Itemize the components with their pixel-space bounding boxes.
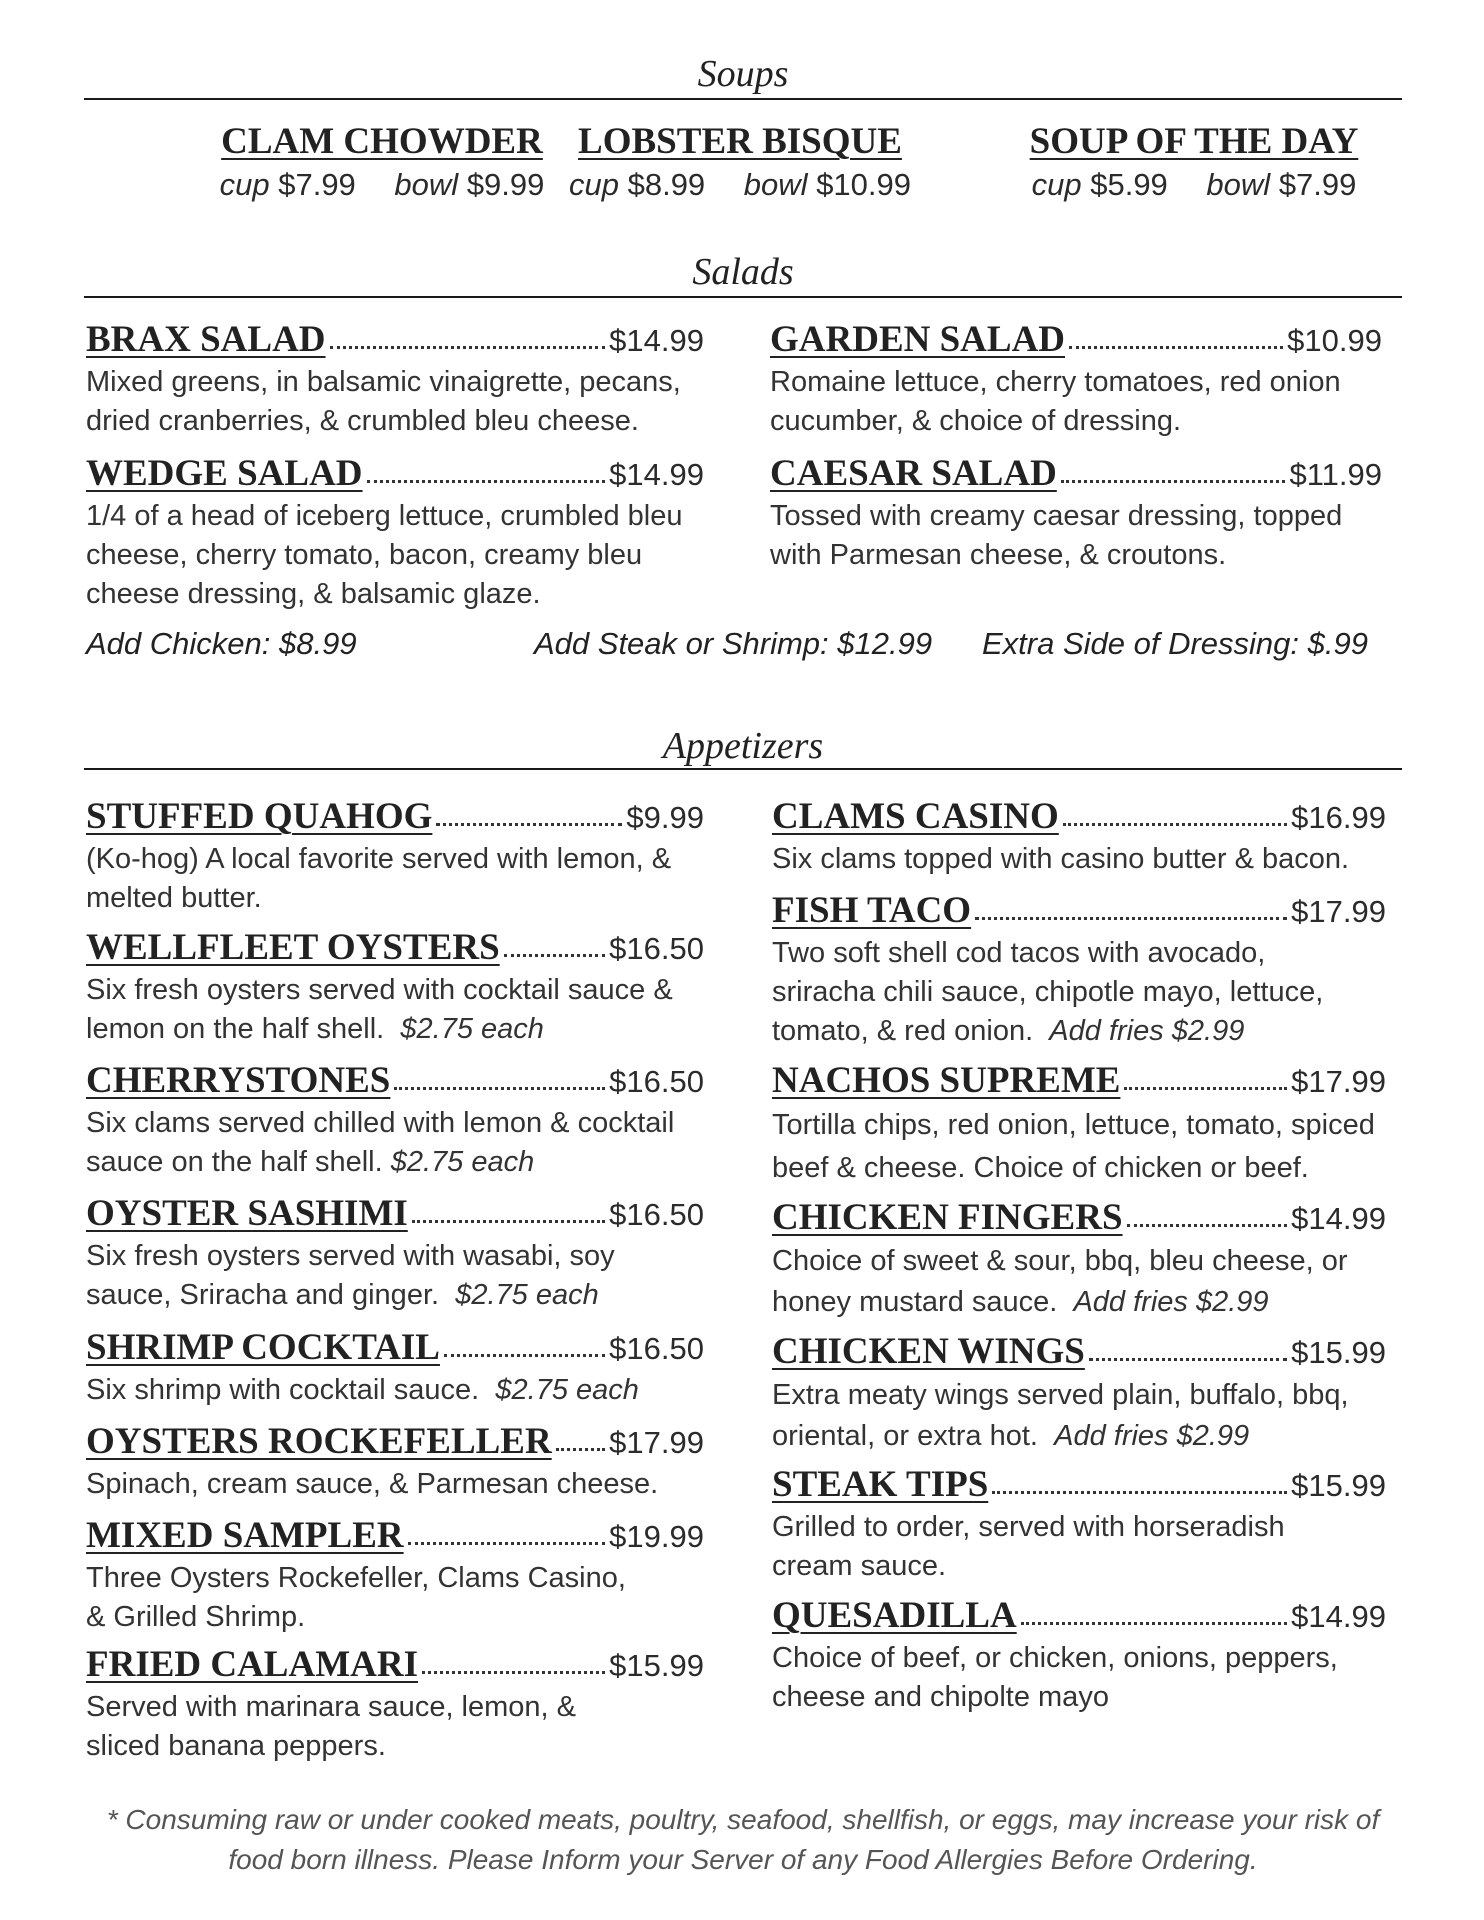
salad-item (86, 318, 704, 441)
bowl-price: $9.99 (466, 167, 545, 202)
item-price: $17.99 (609, 1425, 704, 1460)
item-name: OYSTER SASHIMI (86, 1193, 408, 1234)
item-extra: $2.75 each (495, 1374, 639, 1406)
item-description: Romaine lettuce, cherry tomatoes, red onion cucumber, & choice of dressing. (770, 366, 1341, 437)
desc-text: Extra meaty wings served plain, buffalo, bbq, oriental, or extra hot. (772, 1379, 1349, 1452)
leader-dots (330, 340, 606, 349)
bowl-label: bowl (394, 167, 459, 202)
soup-name: LOBSTER BISQUE (578, 121, 902, 162)
item-price: $17.99 (1291, 894, 1386, 929)
leader-dots (1021, 1616, 1287, 1625)
item-price: $17.99 (1291, 1064, 1386, 1099)
item-price: $16.50 (609, 1064, 704, 1099)
item-name: OYSTERS ROCKEFELLER (86, 1421, 552, 1462)
item-price: $15.99 (609, 1648, 704, 1683)
item-price: $9.99 (626, 800, 704, 835)
desc-text: Six clams served chilled with lemon & cocktail sauce on the half shell. (86, 1107, 675, 1178)
section-divider (84, 98, 1402, 100)
appetizer-item (772, 1463, 1386, 1586)
salad-item (770, 318, 1382, 441)
item-price: $14.99 (1291, 1201, 1386, 1236)
leader-dots (556, 1442, 605, 1451)
desc-text: Six fresh oysters served with cocktail sauce & lemon on the half shell. (86, 974, 673, 1045)
item-name: QUESADILLA (772, 1595, 1017, 1636)
item-name: WEDGE SALAD (86, 453, 363, 494)
appetizer-item (86, 795, 704, 918)
leader-dots (422, 1665, 605, 1674)
item-name: CHICKEN FINGERS (772, 1197, 1123, 1238)
appetizer-item (772, 1196, 1386, 1323)
item-description: Choice of beef, or chicken, onions, peppers, cheese and chipolte mayo (772, 1642, 1338, 1713)
section-title-soups: Soups (697, 53, 789, 95)
addon-steak-shrimp: Add Steak or Shrimp: $12.99 (534, 626, 933, 661)
item-description: Tortilla chips, red onion, lettuce, tomato, spiced beef & cheese. Choice of chicken or beef. (772, 1109, 1375, 1184)
leader-dots (1127, 1218, 1288, 1227)
cup-label: cup (219, 167, 270, 202)
salad-item (86, 452, 704, 614)
item-extra: $2.75 each (390, 1146, 535, 1178)
item-price: $14.99 (609, 457, 704, 492)
allergy-disclaimer: * Consuming raw or under cooked meats, poultry, seafood, shellfish, or eggs, may increase your risk of food born illness. Please Inform your Server of any Food Allergies Before Ordering. (106, 1804, 1380, 1875)
desc-text: Six fresh oysters served with wasabi, soy sauce, Sriracha and ginger. (86, 1240, 615, 1311)
appetizer-item (86, 1059, 704, 1182)
leader-dots (444, 1348, 605, 1357)
appetizer-item (772, 1059, 1386, 1190)
item-description: Tossed with creamy caesar dressing, topped with Parmesan cheese, & croutons. (770, 500, 1343, 571)
salad-item (770, 452, 1382, 575)
item-price: $15.99 (1291, 1468, 1386, 1503)
item-price: $15.99 (1291, 1335, 1386, 1370)
cup-label: cup (568, 167, 619, 202)
appetizer-item (772, 795, 1386, 879)
item-name: CLAMS CASINO (772, 796, 1059, 837)
item-name: STEAK TIPS (772, 1464, 989, 1505)
item-name: CAESAR SALAD (770, 453, 1057, 494)
leader-dots (975, 911, 1287, 920)
item-name: FISH TACO (772, 890, 972, 931)
item-name: MIXED SAMPLER (86, 1515, 404, 1556)
item-name: FRIED CALAMARI (86, 1644, 418, 1685)
item-price: $19.99 (609, 1519, 704, 1554)
leader-dots (504, 948, 606, 957)
item-price: $16.50 (609, 1197, 704, 1232)
item-description: Mixed greens, in balsamic vinaigrette, pecans, dried cranberries, & crumbled bleu cheese. (86, 366, 681, 437)
item-description: (Ko-hog) A local favorite served with lemon, & melted butter. (86, 843, 672, 914)
cup-price: $5.99 (1090, 167, 1168, 202)
appetizer-item (86, 1326, 704, 1410)
appetizer-item (772, 889, 1386, 1051)
leader-dots (412, 1214, 605, 1223)
desc-text: Six shrimp with cocktail sauce. (86, 1374, 480, 1406)
appetizer-item (86, 1643, 704, 1766)
item-description (86, 971, 704, 1049)
item-description: Six clams topped with casino butter & bacon. (772, 843, 1350, 875)
item-description (772, 1241, 1386, 1323)
appetizer-item (86, 1420, 704, 1504)
item-name: CHICKEN WINGS (772, 1331, 1085, 1372)
leader-dots (1089, 1352, 1287, 1361)
bowl-price: $7.99 (1278, 167, 1357, 202)
item-price: $16.99 (1291, 800, 1386, 835)
item-name: BRAX SALAD (86, 319, 326, 360)
item-extra: Add fries $2.99 (1049, 1015, 1245, 1047)
soup-name: CLAM CHOWDER (221, 121, 543, 162)
item-extra: $2.75 each (400, 1013, 544, 1045)
soup-item (520, 120, 960, 206)
addon-chicken: Add Chicken: $8.99 (86, 626, 357, 661)
leader-dots (1069, 340, 1283, 349)
cup-label: cup (1031, 167, 1082, 202)
item-price: $11.99 (1289, 457, 1382, 492)
appetizer-item (86, 1514, 704, 1637)
section-divider (84, 296, 1402, 298)
section-divider (84, 768, 1402, 770)
item-name: SHRIMP COCKTAIL (86, 1327, 440, 1368)
leader-dots (436, 817, 622, 826)
bowl-label: bowl (1206, 167, 1271, 202)
desc-text: Two soft shell cod tacos with avocado, sriracha chili sauce, chipotle mayo, lettuce, tomato, & red onion. (772, 937, 1324, 1047)
item-description: Three Oysters Rockefeller, Clams Casino, & Grilled Shrimp. (86, 1562, 626, 1633)
item-name: WELLFLEET OYSTERS (86, 927, 500, 968)
cup-price: $7.99 (278, 167, 356, 202)
appetizer-item (772, 1330, 1386, 1457)
item-description (772, 1375, 1352, 1457)
leader-dots (1061, 474, 1286, 483)
item-description (86, 1371, 704, 1410)
item-price: $16.50 (609, 931, 704, 966)
section-title-appetizers: Appetizers (662, 725, 824, 767)
item-extra: Add fries $2.99 (1073, 1286, 1269, 1318)
soup-prices (520, 164, 960, 206)
leader-dots (408, 1536, 606, 1545)
item-extra: $2.75 each (455, 1279, 599, 1311)
item-description (86, 1104, 704, 1182)
item-name: NACHOS SUPREME (772, 1060, 1121, 1101)
bowl-label: bowl (743, 167, 808, 202)
item-description: 1/4 of a head of iceberg lettuce, crumbled bleu cheese, cherry tomato, bacon, creamy bleu cheese dressing, & balsamic glaze. (86, 500, 683, 610)
item-extra: Add fries $2.99 (1054, 1420, 1250, 1452)
item-price: $14.99 (1291, 1599, 1386, 1634)
bowl-price: $10.99 (816, 167, 912, 202)
appetizer-item (772, 1594, 1386, 1717)
item-name: STUFFED QUAHOG (86, 796, 433, 837)
leader-dots (1124, 1081, 1287, 1090)
section-title-salads: Salads (692, 251, 794, 293)
addon-dressing: Extra Side of Dressing: $.99 (982, 626, 1368, 661)
item-description: Served with marinara sauce, lemon, & sliced banana peppers. (86, 1691, 576, 1762)
item-price: $10.99 (1287, 323, 1382, 358)
appetizer-item (86, 1192, 704, 1315)
leader-dots (394, 1081, 605, 1090)
item-name: GARDEN SALAD (770, 319, 1066, 360)
appetizer-item (86, 926, 704, 1049)
item-description: Spinach, cream sauce, & Parmesan cheese. (86, 1468, 659, 1500)
item-description: Grilled to order, served with horseradish cream sauce. (772, 1511, 1285, 1582)
item-description (772, 934, 1332, 1051)
item-name: CHERRYSTONES (86, 1060, 391, 1101)
soup-name: SOUP OF THE DAY (1029, 121, 1359, 162)
item-price: $16.50 (609, 1331, 704, 1366)
leader-dots (367, 474, 606, 483)
desc-text: Choice of sweet & sour, bbq, bleu cheese, or honey mustard sauce. (772, 1245, 1348, 1318)
leader-dots (1063, 817, 1287, 826)
cup-price: $8.99 (627, 167, 706, 202)
item-price: $14.99 (609, 323, 704, 358)
leader-dots (992, 1485, 1287, 1494)
soup-item (974, 120, 1414, 206)
item-description (86, 1237, 704, 1315)
soup-prices (974, 164, 1414, 206)
